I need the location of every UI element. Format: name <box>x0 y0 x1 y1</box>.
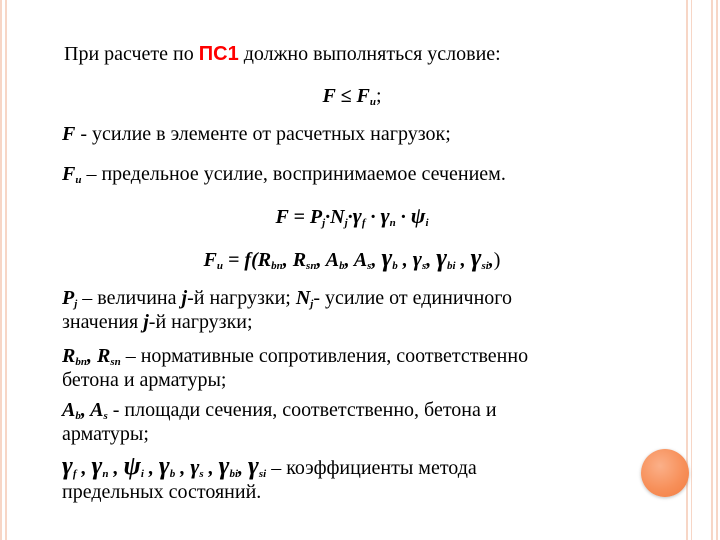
def-F-text: - усилие в элементе от расчетных нагрузок; <box>75 123 451 145</box>
intro-suffix: должно выполняться условие: <box>238 43 501 65</box>
dg-g4-sub: s <box>199 468 204 480</box>
def-P-sub: j <box>74 298 78 310</box>
dg-psi: ψ <box>123 451 141 480</box>
def-P2-t1: значения <box>62 311 144 333</box>
f1-gamma-n-sub: n <box>389 217 396 229</box>
f1-eq: = <box>288 206 310 228</box>
f1-gamma-f: γ <box>352 203 362 228</box>
dg-g1: γ <box>62 451 73 480</box>
f1-F: F <box>275 206 289 228</box>
formula-Fu <box>62 243 642 278</box>
dg-c4: , <box>175 457 191 479</box>
f2-Rb-sub: bn <box>271 260 283 272</box>
f1-dot1: · <box>325 206 331 228</box>
orange-circle-decoration <box>641 449 689 497</box>
f2-gamma-s: γ <box>412 246 422 271</box>
f2-As: A <box>353 249 368 271</box>
cond-op: ≤ <box>335 85 357 107</box>
f1-dot3: · <box>365 206 381 228</box>
dg-g3-sub: b <box>169 468 176 480</box>
def-R2-text: бетона и арматуры; <box>62 369 227 391</box>
def-P-N-sub: j <box>310 298 314 310</box>
def-P-t1: – величина <box>77 287 182 309</box>
dg-text: – коэффициенты метода <box>266 457 477 479</box>
dg-c2: , <box>108 457 124 479</box>
f1-N-sub: j <box>344 217 348 229</box>
f2-c6: , <box>426 249 437 271</box>
def-A1: A <box>62 399 76 421</box>
cond-lhs: F <box>322 85 336 107</box>
dg-g2-sub: n <box>102 468 109 480</box>
f2-Ab: A <box>325 249 340 271</box>
condition-formula <box>62 84 642 114</box>
def-A-line2 <box>62 422 149 446</box>
dg-c6: , <box>238 457 249 479</box>
f2-gamma-b-sub: b <box>392 260 398 272</box>
f2-F-sub: u <box>216 260 224 272</box>
def-R1: R <box>62 345 76 367</box>
dg-g6: γ <box>248 451 259 480</box>
def-A2: A <box>90 399 104 421</box>
f1-dot4: · <box>395 206 411 228</box>
f2-Rs: R <box>292 249 307 271</box>
dg-g5-sub: bi <box>229 468 239 480</box>
dg-g1-sub: f <box>72 468 77 480</box>
dg-g3: γ <box>158 451 170 480</box>
f2-Ab-sub: b <box>339 260 345 272</box>
f2-c8: , <box>488 249 494 271</box>
def-P-sym: P <box>62 287 75 309</box>
f2-c5: , <box>397 249 413 271</box>
right-decor-border <box>686 0 720 540</box>
def-A-text: - площади сечения, соответственно, бетона и <box>107 399 497 421</box>
f2-F: F <box>203 249 217 271</box>
dg-c1: , <box>76 457 92 479</box>
f2-gamma-si: γ <box>470 243 482 272</box>
def-Fu-text: – предельное усилие, воспринимаемое сечением. <box>81 163 506 185</box>
f2-c2: , <box>316 249 326 271</box>
def-R-text: – нормативные сопротивления, соответственно <box>120 345 529 367</box>
dg-g6-sub: si <box>258 468 267 480</box>
def-P2-j: j <box>143 311 149 333</box>
f1-psi-sub: i <box>425 217 429 229</box>
def-R-comma: , <box>86 345 97 367</box>
f2-gamma-b: γ <box>381 243 393 272</box>
f1-gamma-f-sub: f <box>361 217 366 229</box>
f2-gamma-si-sub: si <box>481 260 489 272</box>
def-Fu-line <box>62 162 506 192</box>
def-F-line <box>62 122 451 146</box>
dg-c3: , <box>143 457 159 479</box>
cond-end: ; <box>375 85 382 107</box>
intro-line <box>64 42 501 66</box>
f2-gamma-bi-sub: bi <box>447 260 456 272</box>
f1-dot2: · <box>347 206 353 228</box>
def-P-line2 <box>62 310 253 334</box>
def-Fu-sym: F <box>62 163 76 185</box>
f2-c7: , <box>455 249 471 271</box>
f1-gamma-n: γ <box>380 203 390 228</box>
dg-g2: γ <box>91 451 103 480</box>
def-R2-sub: sn <box>110 356 121 368</box>
f2-c3: , <box>344 249 354 271</box>
dg-g5: γ <box>218 451 230 480</box>
f2-gamma-bi: γ <box>436 243 448 272</box>
def-A2-sub: s <box>103 410 108 422</box>
def-Fu-sub: u <box>75 174 82 186</box>
f2-c4: , <box>371 249 382 271</box>
f2-Rs-sub: sn <box>306 260 317 272</box>
def-A-comma: , <box>80 399 91 421</box>
f2-gamma-s-sub: s <box>421 260 427 272</box>
f2-eq: = f( <box>223 249 258 271</box>
def-gamma-line2 <box>62 480 261 504</box>
dg2-text: предельных состояний. <box>62 481 262 503</box>
intro-prefix: При расчете по <box>64 43 199 65</box>
def-A1-sub: b <box>75 410 81 422</box>
f1-P: P <box>309 206 323 228</box>
f1-P-sub: j <box>322 217 326 229</box>
f2-c1: , <box>282 249 293 271</box>
def-R2: R <box>96 345 111 367</box>
cond-rhs: F <box>356 85 370 107</box>
ps1-highlight: ПС1 <box>198 43 239 65</box>
def-R1-sub: bn <box>75 356 87 368</box>
f2-Rb: R <box>257 249 272 271</box>
f2-As-sub: s <box>367 260 372 272</box>
f2-close: ) <box>493 249 501 271</box>
def-P-N: N <box>295 287 311 309</box>
dg-g4: γ <box>190 454 200 479</box>
left-decor-border <box>0 0 10 540</box>
dg-psi-sub: i <box>140 468 144 480</box>
cond-rhs-sub: u <box>369 96 376 108</box>
def-P-j: j <box>181 287 188 309</box>
def-P2-t2: -й нагрузки; <box>148 311 253 333</box>
formula-F <box>62 204 642 235</box>
def-A2-text: арматуры; <box>62 423 149 445</box>
f1-N: N <box>330 206 345 228</box>
def-P-t3: - усилие от единичного <box>313 287 513 309</box>
dg-c5: , <box>203 457 219 479</box>
f1-psi: ψ <box>410 203 426 228</box>
def-F-sym: F <box>62 123 76 145</box>
def-P-t2: -й нагрузки; <box>187 287 296 309</box>
def-R-line2 <box>62 368 226 392</box>
